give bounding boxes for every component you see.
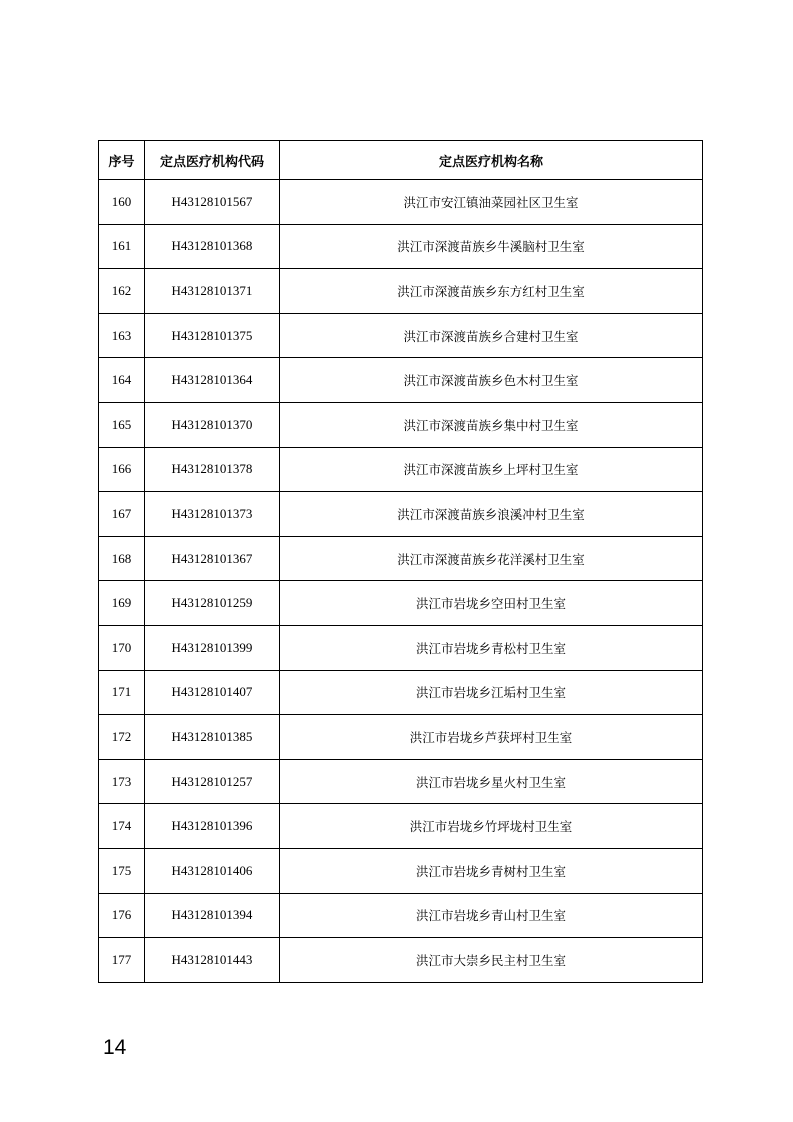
- table-row: [99, 625, 703, 670]
- table-row: [99, 804, 703, 849]
- cell-seq: 166: [99, 447, 145, 492]
- table-row: [99, 759, 703, 804]
- cell-code: H43128101364: [145, 358, 280, 403]
- cell-code: H43128101399: [145, 625, 280, 670]
- table-row: [99, 224, 703, 269]
- cell-name: 洪江市深渡苗族乡合建村卫生室: [280, 313, 703, 358]
- cell-seq: 174: [99, 804, 145, 849]
- cell-seq: 172: [99, 715, 145, 760]
- cell-name: 洪江市岩垅乡芦获坪村卫生室: [280, 715, 703, 760]
- cell-name: 洪江市岩垅乡空田村卫生室: [280, 581, 703, 626]
- cell-seq: 177: [99, 938, 145, 983]
- cell-code: H43128101394: [145, 893, 280, 938]
- cell-name: 洪江市深渡苗族乡花洋溪村卫生室: [280, 536, 703, 581]
- cell-name: 洪江市深渡苗族乡浪溪冲村卫生室: [280, 492, 703, 537]
- cell-name: 洪江市大崇乡民主村卫生室: [280, 938, 703, 983]
- table-row: [99, 402, 703, 447]
- table-row: [99, 938, 703, 983]
- table-header-row: [99, 141, 703, 180]
- cell-name: 洪江市深渡苗族乡牛溪脑村卫生室: [280, 224, 703, 269]
- cell-seq: 163: [99, 313, 145, 358]
- table-row: [99, 269, 703, 314]
- table-row: [99, 715, 703, 760]
- cell-seq: 173: [99, 759, 145, 804]
- table-row: [99, 893, 703, 938]
- cell-name: 洪江市岩垅乡竹坪垅村卫生室: [280, 804, 703, 849]
- cell-code: H43128101257: [145, 759, 280, 804]
- cell-code: H43128101259: [145, 581, 280, 626]
- cell-name: 洪江市岩垅乡青树村卫生室: [280, 848, 703, 893]
- table-row: [99, 848, 703, 893]
- header-code: 定点医疗机构代码: [145, 141, 280, 180]
- cell-code: H43128101407: [145, 670, 280, 715]
- cell-code: H43128101371: [145, 269, 280, 314]
- cell-seq: 170: [99, 625, 145, 670]
- cell-code: H43128101443: [145, 938, 280, 983]
- page-number: 14: [103, 1036, 127, 1059]
- institution-table: [98, 140, 703, 983]
- cell-seq: 175: [99, 848, 145, 893]
- cell-seq: 167: [99, 492, 145, 537]
- table-row: [99, 180, 703, 225]
- table-row: [99, 536, 703, 581]
- cell-seq: 165: [99, 402, 145, 447]
- cell-code: H43128101370: [145, 402, 280, 447]
- cell-name: 洪江市岩垅乡星火村卫生室: [280, 759, 703, 804]
- cell-code: H43128101368: [145, 224, 280, 269]
- cell-code: H43128101567: [145, 180, 280, 225]
- cell-name: 洪江市岩垅乡青山村卫生室: [280, 893, 703, 938]
- table-row: [99, 358, 703, 403]
- cell-code: H43128101373: [145, 492, 280, 537]
- cell-seq: 164: [99, 358, 145, 403]
- cell-seq: 160: [99, 180, 145, 225]
- cell-code: H43128101385: [145, 715, 280, 760]
- cell-name: 洪江市岩垅乡青松村卫生室: [280, 625, 703, 670]
- cell-name: 洪江市安江镇油菜园社区卫生室: [280, 180, 703, 225]
- table-row: [99, 313, 703, 358]
- cell-seq: 176: [99, 893, 145, 938]
- cell-seq: 161: [99, 224, 145, 269]
- cell-name: 洪江市深渡苗族乡东方红村卫生室: [280, 269, 703, 314]
- cell-name: 洪江市深渡苗族乡上坪村卫生室: [280, 447, 703, 492]
- table-row: [99, 670, 703, 715]
- table-row: [99, 492, 703, 537]
- cell-code: H43128101367: [145, 536, 280, 581]
- cell-code: H43128101375: [145, 313, 280, 358]
- cell-code: H43128101378: [145, 447, 280, 492]
- cell-seq: 162: [99, 269, 145, 314]
- cell-name: 洪江市深渡苗族乡色木村卫生室: [280, 358, 703, 403]
- header-seq: 序号: [99, 141, 145, 180]
- cell-seq: 171: [99, 670, 145, 715]
- cell-name: 洪江市深渡苗族乡集中村卫生室: [280, 402, 703, 447]
- table-row: [99, 581, 703, 626]
- table-row: [99, 447, 703, 492]
- header-name: 定点医疗机构名称: [280, 141, 703, 180]
- cell-code: H43128101406: [145, 848, 280, 893]
- cell-code: H43128101396: [145, 804, 280, 849]
- cell-seq: 169: [99, 581, 145, 626]
- cell-name: 洪江市岩垅乡江垢村卫生室: [280, 670, 703, 715]
- cell-seq: 168: [99, 536, 145, 581]
